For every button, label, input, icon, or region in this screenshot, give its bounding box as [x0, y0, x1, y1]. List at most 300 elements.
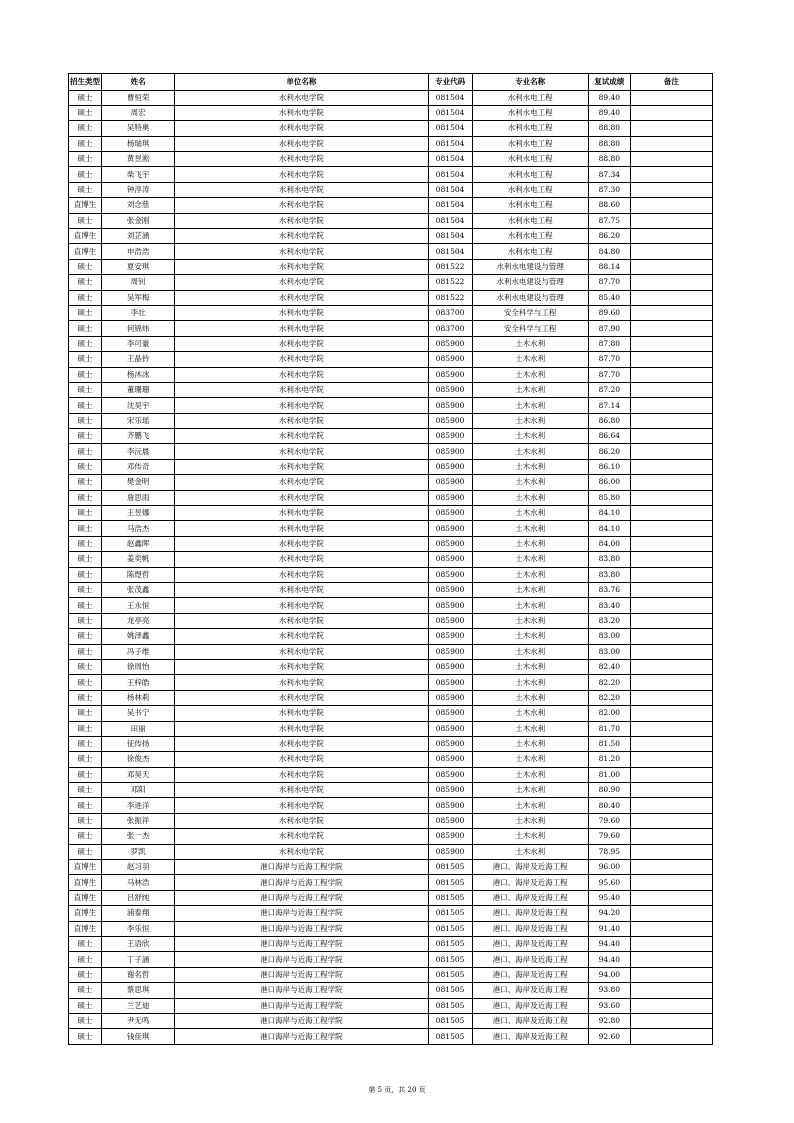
- table-row: [69, 198, 713, 213]
- table-row: [69, 336, 713, 351]
- admission-type-cell: 硕士: [69, 521, 102, 536]
- name-cell: 曹恒荣: [102, 90, 175, 105]
- name-cell: 钟淳涛: [102, 182, 175, 197]
- retest-score-cell: 95.40: [588, 890, 630, 905]
- table-row: [69, 475, 713, 490]
- major-name-cell: 港口、海岸及近海工程: [472, 890, 588, 905]
- major-name-cell: 港口、海岸及近海工程: [472, 1029, 588, 1044]
- admission-type-cell: 硕士: [69, 475, 102, 490]
- major-code-cell: 085900: [428, 490, 472, 505]
- unit-name-cell: 水利水电学院: [175, 352, 428, 367]
- table-row: [69, 983, 713, 998]
- name-cell: 邓昊天: [102, 767, 175, 782]
- admission-type-cell: 硕士: [69, 1029, 102, 1044]
- unit-name-cell: 水利水电学院: [175, 813, 428, 828]
- table-row: [69, 890, 713, 905]
- unit-name-cell: 港口海岸与近海工程学院: [175, 998, 428, 1013]
- major-name-cell: 水利水电工程: [472, 198, 588, 213]
- unit-name-cell: 水利水电学院: [175, 429, 428, 444]
- unit-name-cell: 水利水电学院: [175, 121, 428, 136]
- remarks-cell: [630, 398, 712, 413]
- remarks-cell: [630, 721, 712, 736]
- table-row: [69, 690, 713, 705]
- retest-score-cell: 87.34: [588, 167, 630, 182]
- table-row: [69, 352, 713, 367]
- table-row: [69, 798, 713, 813]
- table-row: [69, 552, 713, 567]
- header-name: 姓名: [102, 74, 175, 91]
- page-number-footer: 第 5 页，共 20 页: [368, 1086, 426, 1094]
- admission-type-cell: 硕士: [69, 706, 102, 721]
- remarks-cell: [630, 998, 712, 1013]
- admission-type-cell: 硕士: [69, 967, 102, 982]
- name-cell: 张茂鑫: [102, 583, 175, 598]
- name-cell: 蔡思琪: [102, 983, 175, 998]
- remarks-cell: [630, 752, 712, 767]
- major-name-cell: 水利水电建设与管理: [472, 275, 588, 290]
- major-name-cell: 水利水电工程: [472, 90, 588, 105]
- admission-type-cell: 硕士: [69, 506, 102, 521]
- name-cell: 刘念慈: [102, 198, 175, 213]
- name-cell: 徐周怡: [102, 659, 175, 674]
- remarks-cell: [630, 583, 712, 598]
- table-row: [69, 213, 713, 228]
- name-cell: 钱佳琪: [102, 1029, 175, 1044]
- major-name-cell: 土木水利: [472, 567, 588, 582]
- name-cell: 吕舒纯: [102, 890, 175, 905]
- admission-type-cell: 硕士: [69, 90, 102, 105]
- retest-score-cell: 83.76: [588, 583, 630, 598]
- name-cell: 王语欣: [102, 936, 175, 951]
- unit-name-cell: 水利水电学院: [175, 829, 428, 844]
- major-name-cell: 土木水利: [472, 506, 588, 521]
- unit-name-cell: 港口海岸与近海工程学院: [175, 983, 428, 998]
- retest-score-cell: 88.60: [588, 198, 630, 213]
- name-cell: 赵习羽: [102, 860, 175, 875]
- table-row: [69, 644, 713, 659]
- major-code-cell: 081504: [428, 167, 472, 182]
- major-code-cell: 085900: [428, 382, 472, 397]
- name-cell: 张金刚: [102, 213, 175, 228]
- admission-type-cell: 硕士: [69, 583, 102, 598]
- retest-score-cell: 78.95: [588, 844, 630, 859]
- major-name-cell: 水利水电工程: [472, 136, 588, 151]
- table-row: [69, 813, 713, 828]
- remarks-cell: [630, 659, 712, 674]
- table-row: [69, 829, 713, 844]
- remarks-cell: [630, 983, 712, 998]
- major-name-cell: 土木水利: [472, 429, 588, 444]
- remarks-cell: [630, 367, 712, 382]
- major-code-cell: 081505: [428, 1013, 472, 1028]
- name-cell: 刘芷涵: [102, 229, 175, 244]
- table-row: [69, 536, 713, 551]
- name-cell: 邓传奇: [102, 459, 175, 474]
- remarks-cell: [630, 536, 712, 551]
- retest-score-cell: 86.80: [588, 413, 630, 428]
- name-cell: 杨林莉: [102, 690, 175, 705]
- admission-type-cell: 硕士: [69, 736, 102, 751]
- remarks-cell: [630, 382, 712, 397]
- admission-type-cell: 硕士: [69, 813, 102, 828]
- unit-name-cell: 水利水电学院: [175, 567, 428, 582]
- major-code-cell: 085900: [428, 629, 472, 644]
- major-name-cell: 水利水电工程: [472, 182, 588, 197]
- table-row: [69, 1029, 713, 1044]
- remarks-cell: [630, 860, 712, 875]
- retest-score-cell: 80.90: [588, 783, 630, 798]
- unit-name-cell: 水利水电学院: [175, 275, 428, 290]
- remarks-cell: [630, 121, 712, 136]
- admission-type-cell: 直博生: [69, 229, 102, 244]
- major-name-cell: 土木水利: [472, 444, 588, 459]
- unit-name-cell: 水利水电学院: [175, 367, 428, 382]
- major-code-cell: 085900: [428, 706, 472, 721]
- table-row: [69, 906, 713, 921]
- retest-score-cell: 83.00: [588, 644, 630, 659]
- admission-type-cell: 硕士: [69, 182, 102, 197]
- table-row: [69, 967, 713, 982]
- major-name-cell: 港口、海岸及近海工程: [472, 967, 588, 982]
- unit-name-cell: 水利水电学院: [175, 644, 428, 659]
- unit-name-cell: 港口海岸与近海工程学院: [175, 906, 428, 921]
- table-row: [69, 444, 713, 459]
- unit-name-cell: 港口海岸与近海工程学院: [175, 890, 428, 905]
- name-cell: 吴特奥: [102, 121, 175, 136]
- unit-name-cell: 水利水电学院: [175, 152, 428, 167]
- remarks-cell: [630, 490, 712, 505]
- major-name-cell: 港口、海岸及近海工程: [472, 983, 588, 998]
- major-name-cell: 土木水利: [472, 367, 588, 382]
- remarks-cell: [630, 244, 712, 259]
- remarks-cell: [630, 305, 712, 320]
- table-row: [69, 706, 713, 721]
- retest-score-cell: 87.70: [588, 275, 630, 290]
- admission-type-cell: 直博生: [69, 860, 102, 875]
- admission-type-cell: 硕士: [69, 290, 102, 305]
- remarks-cell: [630, 690, 712, 705]
- admission-type-cell: 硕士: [69, 136, 102, 151]
- table-row: [69, 998, 713, 1013]
- name-cell: 张振祥: [102, 813, 175, 828]
- name-cell: 沈昊宇: [102, 398, 175, 413]
- retest-score-cell: 89.40: [588, 105, 630, 120]
- major-name-cell: 土木水利: [472, 598, 588, 613]
- major-name-cell: 土木水利: [472, 552, 588, 567]
- unit-name-cell: 水利水电学院: [175, 690, 428, 705]
- name-cell: 黄昱淞: [102, 152, 175, 167]
- major-code-cell: 085900: [428, 583, 472, 598]
- admission-type-cell: 硕士: [69, 490, 102, 505]
- major-code-cell: 085900: [428, 367, 472, 382]
- retest-score-cell: 81.20: [588, 752, 630, 767]
- unit-name-cell: 水利水电学院: [175, 321, 428, 336]
- unit-name-cell: 水利水电学院: [175, 198, 428, 213]
- retest-score-cell: 94.20: [588, 906, 630, 921]
- table-row: [69, 583, 713, 598]
- retest-score-cell: 83.00: [588, 629, 630, 644]
- remarks-cell: [630, 952, 712, 967]
- retest-score-cell: 88.80: [588, 136, 630, 151]
- admission-score-table: [68, 73, 713, 1045]
- remarks-cell: [630, 444, 712, 459]
- unit-name-cell: 水利水电学院: [175, 398, 428, 413]
- remarks-cell: [630, 336, 712, 351]
- name-cell: 徐俊杰: [102, 752, 175, 767]
- admission-type-cell: 硕士: [69, 167, 102, 182]
- retest-score-cell: 82.20: [588, 675, 630, 690]
- table-row: [69, 398, 713, 413]
- major-name-cell: 土木水利: [472, 336, 588, 351]
- retest-score-cell: 82.20: [588, 690, 630, 705]
- major-code-cell: 081504: [428, 105, 472, 120]
- table-row: [69, 429, 713, 444]
- major-name-cell: 土木水利: [472, 629, 588, 644]
- major-code-cell: 081504: [428, 244, 472, 259]
- retest-score-cell: 83.80: [588, 567, 630, 582]
- admission-type-cell: 硕士: [69, 952, 102, 967]
- major-name-cell: 水利水电工程: [472, 244, 588, 259]
- major-name-cell: 水利水电工程: [472, 105, 588, 120]
- admission-type-cell: 硕士: [69, 567, 102, 582]
- retest-score-cell: 84.80: [588, 244, 630, 259]
- major-code-cell: 085900: [428, 567, 472, 582]
- name-cell: 杨沐冰: [102, 367, 175, 382]
- table-row: [69, 936, 713, 951]
- admission-type-cell: 硕士: [69, 321, 102, 336]
- retest-score-cell: 92.80: [588, 1013, 630, 1028]
- major-code-cell: 081504: [428, 90, 472, 105]
- major-name-cell: 土木水利: [472, 398, 588, 413]
- major-name-cell: 土木水利: [472, 675, 588, 690]
- unit-name-cell: 水利水电学院: [175, 798, 428, 813]
- retest-score-cell: 79.60: [588, 829, 630, 844]
- remarks-cell: [630, 506, 712, 521]
- retest-score-cell: 82.00: [588, 706, 630, 721]
- table-row: [69, 152, 713, 167]
- name-cell: 李进洋: [102, 798, 175, 813]
- admission-type-cell: 硕士: [69, 613, 102, 628]
- name-cell: 马林浩: [102, 875, 175, 890]
- retest-score-cell: 88.14: [588, 259, 630, 274]
- major-code-cell: 085900: [428, 675, 472, 690]
- table-row: [69, 860, 713, 875]
- name-cell: 齐鹏飞: [102, 429, 175, 444]
- retest-score-cell: 83.80: [588, 552, 630, 567]
- remarks-cell: [630, 813, 712, 828]
- name-cell: 何锦炜: [102, 321, 175, 336]
- admission-type-cell: 硕士: [69, 629, 102, 644]
- major-code-cell: 081505: [428, 890, 472, 905]
- major-code-cell: 085900: [428, 613, 472, 628]
- table-body: [69, 90, 713, 1044]
- name-cell: 冯子维: [102, 644, 175, 659]
- name-cell: 李壮: [102, 305, 175, 320]
- table-row: [69, 567, 713, 582]
- retest-score-cell: 94.00: [588, 967, 630, 982]
- name-cell: 杨瑞琪: [102, 136, 175, 151]
- admission-type-cell: 硕士: [69, 659, 102, 674]
- major-code-cell: 081522: [428, 259, 472, 274]
- major-code-cell: 081522: [428, 275, 472, 290]
- remarks-cell: [630, 783, 712, 798]
- unit-name-cell: 水利水电学院: [175, 659, 428, 674]
- major-name-cell: 安全科学与工程: [472, 321, 588, 336]
- unit-name-cell: 水利水电学院: [175, 105, 428, 120]
- retest-score-cell: 87.75: [588, 213, 630, 228]
- remarks-cell: [630, 644, 712, 659]
- retest-score-cell: 87.70: [588, 352, 630, 367]
- major-code-cell: 081504: [428, 229, 472, 244]
- major-name-cell: 水利水电工程: [472, 152, 588, 167]
- major-code-cell: 085900: [428, 844, 472, 859]
- admission-type-cell: 硕士: [69, 936, 102, 951]
- major-code-cell: 081504: [428, 136, 472, 151]
- retest-score-cell: 85.40: [588, 290, 630, 305]
- major-name-cell: 土木水利: [472, 459, 588, 474]
- unit-name-cell: 水利水电学院: [175, 490, 428, 505]
- unit-name-cell: 水利水电学院: [175, 182, 428, 197]
- retest-score-cell: 94.40: [588, 952, 630, 967]
- major-name-cell: 水利水电建设与管理: [472, 259, 588, 274]
- unit-name-cell: 水利水电学院: [175, 844, 428, 859]
- remarks-cell: [630, 290, 712, 305]
- retest-score-cell: 87.20: [588, 382, 630, 397]
- name-cell: 吴书宁: [102, 706, 175, 721]
- admission-type-cell: 硕士: [69, 644, 102, 659]
- admission-type-cell: 硕士: [69, 305, 102, 320]
- major-name-cell: 土木水利: [472, 490, 588, 505]
- major-name-cell: 土木水利: [472, 783, 588, 798]
- admission-type-cell: 硕士: [69, 367, 102, 382]
- remarks-cell: [630, 90, 712, 105]
- table-row: [69, 229, 713, 244]
- admission-type-cell: 硕士: [69, 429, 102, 444]
- remarks-cell: [630, 521, 712, 536]
- admission-type-cell: 直博生: [69, 244, 102, 259]
- retest-score-cell: 83.20: [588, 613, 630, 628]
- table-row: [69, 736, 713, 751]
- remarks-cell: [630, 598, 712, 613]
- table-row: [69, 721, 713, 736]
- major-code-cell: 085900: [428, 798, 472, 813]
- name-cell: 兰艺迪: [102, 998, 175, 1013]
- major-name-cell: 土木水利: [472, 659, 588, 674]
- name-cell: 田丽: [102, 721, 175, 736]
- major-name-cell: 土木水利: [472, 798, 588, 813]
- remarks-cell: [630, 1013, 712, 1028]
- admission-type-cell: 硕士: [69, 213, 102, 228]
- remarks-cell: [630, 890, 712, 905]
- table-row: [69, 952, 713, 967]
- major-name-cell: 港口、海岸及近海工程: [472, 875, 588, 890]
- major-code-cell: 081505: [428, 967, 472, 982]
- major-name-cell: 土木水利: [472, 721, 588, 736]
- retest-score-cell: 86.64: [588, 429, 630, 444]
- remarks-cell: [630, 552, 712, 567]
- table-row: [69, 382, 713, 397]
- admission-type-cell: 直博生: [69, 921, 102, 936]
- retest-score-cell: 89.40: [588, 90, 630, 105]
- remarks-cell: [630, 259, 712, 274]
- major-name-cell: 土木水利: [472, 690, 588, 705]
- table-row: [69, 1013, 713, 1028]
- remarks-cell: [630, 352, 712, 367]
- unit-name-cell: 水利水电学院: [175, 706, 428, 721]
- unit-name-cell: 水利水电学院: [175, 244, 428, 259]
- retest-score-cell: 91.40: [588, 921, 630, 936]
- retest-score-cell: 88.80: [588, 152, 630, 167]
- retest-score-cell: 94.40: [588, 936, 630, 951]
- major-name-cell: 港口、海岸及近海工程: [472, 936, 588, 951]
- admission-type-cell: 硕士: [69, 598, 102, 613]
- major-code-cell: 081505: [428, 875, 472, 890]
- table-row: [69, 875, 713, 890]
- retest-score-cell: 92.60: [588, 1029, 630, 1044]
- name-cell: 姜奕帆: [102, 552, 175, 567]
- major-code-cell: 085900: [428, 336, 472, 351]
- header-major-name: 专业名称: [472, 74, 588, 91]
- header-remarks: 备注: [630, 74, 712, 91]
- unit-name-cell: 水利水电学院: [175, 536, 428, 551]
- major-name-cell: 港口、海岸及近海工程: [472, 952, 588, 967]
- name-cell: 邓阳: [102, 783, 175, 798]
- table-row: [69, 167, 713, 182]
- admission-type-cell: 硕士: [69, 336, 102, 351]
- name-cell: 征传扬: [102, 736, 175, 751]
- retest-score-cell: 87.80: [588, 336, 630, 351]
- name-cell: 张一杰: [102, 829, 175, 844]
- major-name-cell: 港口、海岸及近海工程: [472, 906, 588, 921]
- unit-name-cell: 港口海岸与近海工程学院: [175, 1029, 428, 1044]
- remarks-cell: [630, 875, 712, 890]
- major-name-cell: 水利水电工程: [472, 121, 588, 136]
- major-code-cell: 085900: [428, 644, 472, 659]
- retest-score-cell: 93.60: [588, 998, 630, 1013]
- major-code-cell: 081505: [428, 906, 472, 921]
- table-row: [69, 844, 713, 859]
- major-name-cell: 港口、海岸及近海工程: [472, 860, 588, 875]
- retest-score-cell: 84.00: [588, 536, 630, 551]
- table-row: [69, 244, 713, 259]
- remarks-cell: [630, 413, 712, 428]
- admission-type-cell: 硕士: [69, 275, 102, 290]
- table-row: [69, 659, 713, 674]
- retest-score-cell: 81.50: [588, 736, 630, 751]
- remarks-cell: [630, 475, 712, 490]
- major-name-cell: 土木水利: [472, 475, 588, 490]
- major-code-cell: 085900: [428, 506, 472, 521]
- table-row: [69, 598, 713, 613]
- remarks-cell: [630, 936, 712, 951]
- retest-score-cell: 95.60: [588, 875, 630, 890]
- major-code-cell: 081504: [428, 121, 472, 136]
- header-major-code: 专业代码: [428, 74, 472, 91]
- name-cell: 王昱娜: [102, 506, 175, 521]
- name-cell: 罗凯: [102, 844, 175, 859]
- unit-name-cell: 水利水电学院: [175, 167, 428, 182]
- table-row: [69, 105, 713, 120]
- table-row: [69, 90, 713, 105]
- admission-type-cell: 硕士: [69, 998, 102, 1013]
- retest-score-cell: 86.20: [588, 444, 630, 459]
- remarks-cell: [630, 136, 712, 151]
- major-code-cell: 085900: [428, 352, 472, 367]
- remarks-cell: [630, 675, 712, 690]
- remarks-cell: [630, 167, 712, 182]
- admission-type-cell: 硕士: [69, 829, 102, 844]
- retest-score-cell: 83.40: [588, 598, 630, 613]
